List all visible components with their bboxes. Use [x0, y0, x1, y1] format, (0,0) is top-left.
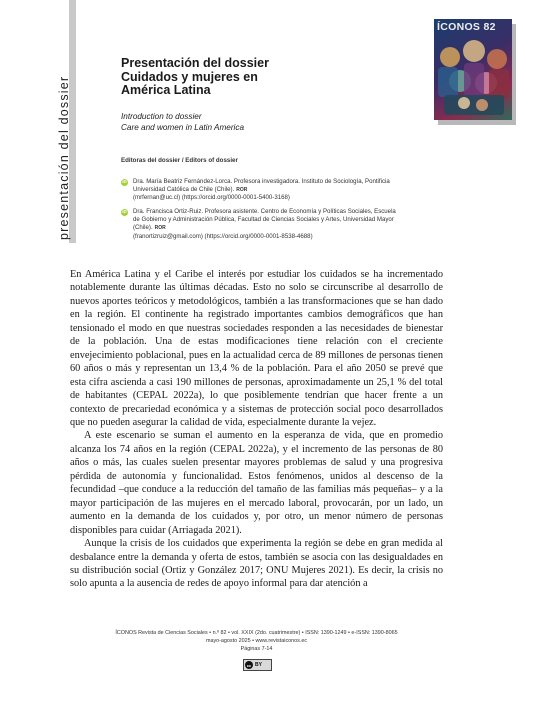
english-title [121, 112, 381, 133]
editor-entry [121, 208, 451, 241]
editor-contact[interactable]: (franortizruiz@gmail.com) (https://orcid.org/0000-0001-8538-4688) [133, 232, 313, 240]
footer-citation: ÍCONOS Revista de Ciencias Sociales • n.º 82 • vol. XXIX (2do. cuatrimestre) • ISSN: 1390-1249 • e-ISSN: 1390-8065 [115, 630, 398, 636]
editor-line: Dra. Francisca Ortiz-Ruiz. Profesora asistente. Centro de Economía y Políticas Sociales, Escuela [133, 208, 396, 215]
title-line: América Latina [121, 83, 211, 97]
editors-heading: Editoras del dossier / Editors of dossier [121, 157, 238, 164]
subtitle-line: Introduction to dossier [121, 112, 202, 121]
license-text: BY [255, 662, 262, 668]
journal-cover-thumbnail [434, 19, 512, 120]
editor-contact[interactable]: (mrfernan@uc.cl) (https://orcid.org/0000-0001-5400-3168) [133, 194, 290, 202]
journal-footer [70, 629, 443, 654]
article-body [70, 268, 443, 591]
title-line: Cuidados y mujeres en [121, 69, 258, 84]
editor-line: (Chile). ROR [133, 224, 166, 232]
body-paragraph: En América Latina y el Caribe el interés por estudiar los cuidados se ha incrementado notablemente durante las últimas décadas. Esto no solo se circunscribe al desarrollo de nuevos aportes teóricos y metodológicos, también a las transformaciones que se han dado en la región. El continente ha registrado importantes cambios demográficos que han tensionado el modo en que nuestras sociedades responden a las necesidades de bienestar de la población. Una de estas modificaciones tiene relación con el creciente envejecimiento poblacional, pues en la actualidad cerca de 89 millones de personas tienen 60 años o más y representan un 13,4 % de la población. Para el año 2050 se prevé que esta cifra ascienda a casi 190 millones de personas, aproximadamente un 25,1 % del total de habitantes (CEPAL 2022a), lo que posiblemente tendrían que hacer frente a un contexto de precariedad económica y a sistemas de protección social poco desarrollados que no pueden asegurar la calidad de vida, especialmente durante la vejez. [70, 269, 443, 428]
body-paragraph: A este escenario se suman el aumento en la esperanza de vida, que en promedio alcanza los 74 años en la región (CEPAL 2022a), y el incremento de las personas de 80 años o más, las cuales suelen presentar mayores problemas de salud y una progresiva pérdida de autonomía y funcionalidad. Estos fenómenos, unidos al descenso de la fecundidad –que conduce a la reducción del tamaño de las familias más pequeñas– y a la mayor participación de las mujeres en el mercado laboral, provocarán, por un lado, un aumento en la demanda de los cuidados y, por otro, un menor número de personas disponibles para cuidar (Arriagada 2021). [70, 430, 443, 536]
editor-line: Universidad Católica de Chile (Chile). ROR [133, 186, 248, 194]
orcid-icon[interactable]: iD [122, 209, 127, 215]
cover-artwork [434, 19, 512, 120]
ror-icon[interactable]: ROR [236, 187, 248, 194]
footer-pages: Páginas 7-14 [240, 646, 273, 653]
creative-commons-license-badge[interactable] [243, 659, 272, 671]
editor-line: de Gobierno y Administración Pública, Facultad de Ciencias Sociales y Artes, Universidad Mayor [133, 216, 394, 224]
body-paragraph: Aunque la crisis de los cuidados que experimenta la región se debe en gran medida al desbalance entre la demanda y oferta de estos, también se asocia con las desigualdades en su distribución social (Ortiz y González 2017; ONU Mujeres 2021). Es decir, la crisis no solo apunta a la ausencia de redes de apoyo informal para dar atención a [70, 538, 443, 590]
cover-title: ÍCONOS 82 [437, 21, 496, 33]
orcid-icon[interactable]: iD [122, 179, 127, 185]
editor-line: Dra. María Beatriz Fernández-Lorca. Profesora investigadora. Instituto de Sociología, Pontificia [133, 178, 390, 185]
article-title [121, 57, 381, 98]
section-label: presentación del dossier [57, 75, 71, 240]
subtitle-line: Care and women in Latin America [121, 122, 245, 132]
ror-icon[interactable]: ROR [154, 225, 166, 232]
footer-issue[interactable]: mayo-agosto 2025 • www.revistaiconos.ec [205, 638, 308, 645]
editor-entry [121, 178, 451, 203]
title-line: Presentación del dossier [121, 56, 269, 70]
cc-icon: cc [246, 662, 252, 668]
